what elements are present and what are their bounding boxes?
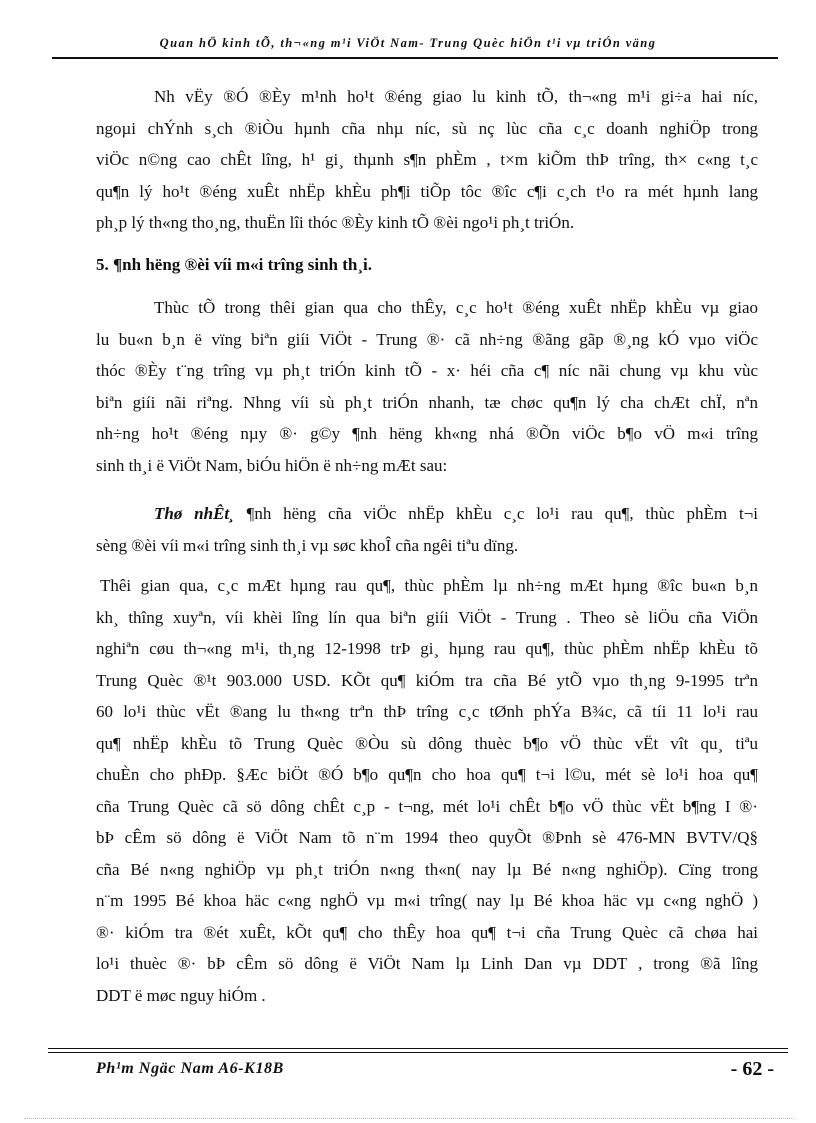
footer-rule: [48, 1048, 788, 1049]
text-line: ph¸p lý th«ng tho¸ng, thuËn lîi thóc ®Èy kinh tÕ ®èi ngo¹i ph¸t triÓn.: [96, 213, 575, 232]
section-heading: 5. ¶nh hëng ®èi víi m«i trîng sinh th¸i.: [96, 255, 372, 274]
text-line: sèng ®èi víi m«i trîng sinh th¸i vµ søc khoÎ cña ngêi tiªu dïng.: [96, 535, 519, 555]
text-line: n¨m 1995 Bé khoa häc c«ng nghÖ vµ m«i trîng( nay lµ Bé khoa häc vµ c«ng nghÖ ): [96, 891, 758, 910]
text-fragment: ¶nh hëng cña viÖc nhËp khÈu c¸c lo¹i rau qu¶, thùc phÈm t¬i: [234, 504, 758, 523]
paragraph-3: [96, 498, 758, 561]
text-line: 60 lo¹i thùc vËt ®ang lu th«ng trªn thÞ trîng c¸c tØnh phÝa B¾c, cã tíi 11 lo¹i rau: [96, 702, 758, 721]
text-line: kh¸ thîng xuyªn, víi khèi lîng lín qua biªn giíi ViÖt - Trung . Theo sè liÖu cña ViÖn: [96, 607, 758, 627]
text-line: bÞ cÊm sö dông ë ViÖt Nam tõ n¨m 1994 theo quyÕt ®Þnh sè 476-MN BVTV/Q§: [96, 828, 758, 847]
text-line: Thêi gian qua, c¸c mÆt hµng rau qu¶, thùc phÈm lµ nh÷ng mÆt hµng ®îc bu«n b¸n: [100, 576, 758, 595]
text-line: [96, 498, 758, 530]
page-edge-divider: [24, 1118, 794, 1119]
text-line: viÖc n©ng cao chÊt lîng, h¹ gi¸ thµnh s¶n phÈm , t×m kiÕm thÞ trîng, th× c«ng t¸c: [96, 150, 758, 169]
page-header-title: Quan hÖ kinh tÕ, th¬«ng m¹i ViÖt Nam- Trung Quèc hiÖn t¹i vµ triÓn väng: [159, 36, 657, 50]
text-line: ®· kiÓm tra ®ét xuÊt, kÕt qu¶ cho thÊy hoa qu¶ t¬i cña Trung Quèc cã chøa hai: [96, 922, 758, 942]
text-line: Thùc tÕ trong thêi gian qua cho thÊy, c¸c ho¹t ®éng xuÊt nhËp khÈu vµ giao: [154, 298, 758, 317]
text-line: chuÈn cho phÐp. §Æc biÖt ®Ó b¶o qu¶n cho hoa qu¶ t¬i l©u, mét sè lo¹i hoa qu¶: [96, 765, 758, 784]
text-line: DDT ë møc nguy hiÓm .: [96, 985, 266, 1005]
text-line: lu bu«n b¸n ë vïng biªn giíi ViÖt - Trung ®· cã nh÷ng ®ãng gãp ®¸ng kÓ vµo viÖc: [96, 329, 758, 349]
text-line: Nh vËy ®Ó ®Èy m¹nh ho¹t ®éng giao lu kinh tÕ, th¬«ng m¹i gi÷a hai níc,: [154, 87, 758, 106]
paragraph-1: [96, 81, 758, 239]
paragraph-2: [96, 292, 758, 481]
text-line: cña Trung Quèc cã sö dông chÊt c¸p - t¬ng, mét lo¹i chÊt b¶o vÖ thùc vËt b¶ng I ®·: [96, 796, 758, 816]
text-line: qu¶n lý ho¹t ®éng xuÊt nhËp khÈu ph¶i tiÕp tôc ®îc c¶i c¸ch t¹o ra mét hµnh lang: [96, 181, 758, 201]
text-line: sinh th¸i ë ViÖt Nam, biÓu hiÖn ë nh÷ng mÆt sau:: [96, 455, 448, 475]
header-rule: [52, 57, 778, 59]
text-line: nh÷ng ho¹t ®éng nµy ®· g©y ¶nh hëng kh«ng nhá ®Õn viÖc b¶o vÖ m«i trîng: [96, 424, 758, 443]
text-line: lo¹i thuèc ®· bÞ cÊm sö dông ë ViÖt Nam lµ Linh Dan vµ DDT , trong ®ã lîng: [96, 954, 758, 973]
text-line: nghiªn cøu th¬«ng m¹i, th¸ng 12-1998 trÞ gi¸ hµng rau qu¶, thùc phÈm nhËp khÈu tõ: [96, 639, 758, 658]
text-line: ngoµi chÝnh s¸ch ®iÒu hµnh cña nhµ níc, sù nç lùc cña c¸c doanh nghiÖp trong: [96, 118, 758, 138]
footer-author: Ph¹m Ngäc Nam A6-K18B: [96, 1060, 284, 1077]
text-line: cña Bé n«ng nghiÖp vµ ph¸t triÓn n«ng th«n( nay lµ Bé n«ng nghiÖp). Cïng trong: [96, 859, 758, 879]
footer-rule: [48, 1052, 788, 1053]
paragraph-4: [96, 570, 758, 1011]
text-line: biªn giíi nãi riªng. Nhng víi sù ph¸t triÓn nhanh, tæ chøc qu¶n lý cha chÆt chÏ, nªn: [96, 392, 758, 412]
text-line: qu¶ nhËp khÈu tõ Trung Quèc ®Òu sù dông thuèc b¶o vÖ thùc vËt vît qu¸ tiªu: [96, 733, 758, 753]
lead-phrase: Thø nhÊt¸: [154, 504, 235, 523]
page-number: - 62 -: [730, 1058, 774, 1080]
text-line: thóc ®Èy t¨ng trîng vµ ph¸t triÓn kinh tÕ - x· héi cña c¶ níc nãi chung vµ khu vùc: [96, 361, 758, 380]
text-line: Trung Quèc ®¹t 903.000 USD. KÕt qu¶ kiÓm tra cña Bé ytÕ vµo th¸ng 9-1995 trªn: [96, 670, 758, 690]
